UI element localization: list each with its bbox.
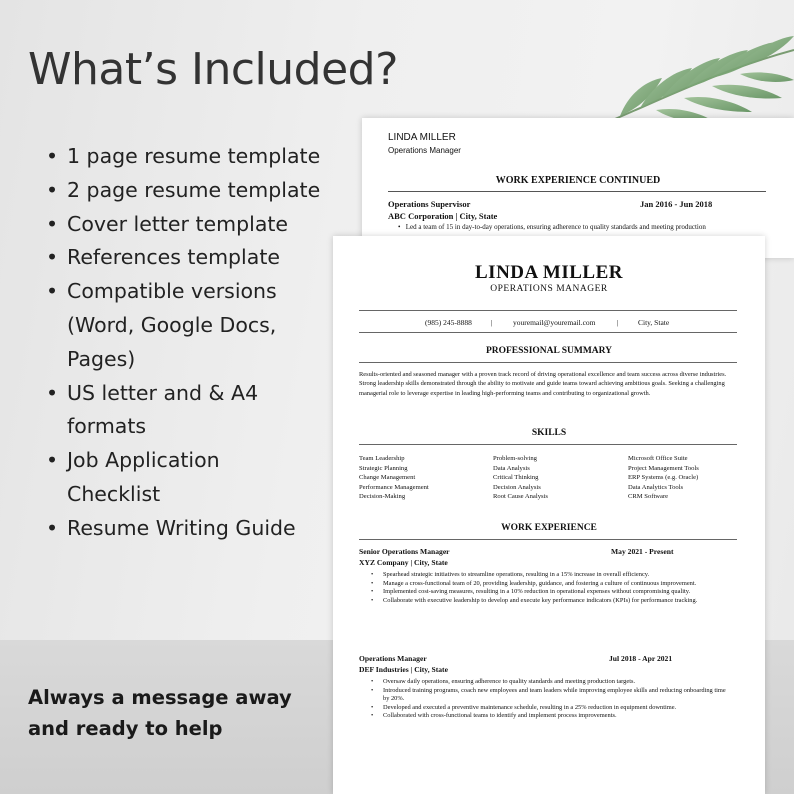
included-item: • 1 page resume template	[46, 140, 320, 174]
skill-item: CRM Software	[628, 493, 669, 501]
job-bullet: • Collaborated with cross-functional teams to identify and implement process improvements.	[359, 712, 739, 721]
job-dates: May 2021 - Present	[611, 547, 674, 556]
skill-item: Decision-Making	[359, 493, 406, 501]
resume-name: LINDA MILLER	[388, 132, 456, 143]
contact-separator: |	[617, 318, 619, 327]
skill-item: Problem-solving	[493, 455, 537, 462]
section-divider	[359, 362, 737, 363]
contact-phone: (985) 245-8888	[425, 318, 472, 327]
bullet-marker: •	[46, 144, 59, 168]
bullet-marker: •	[46, 177, 59, 202]
palm-leaf-icon	[600, 30, 794, 130]
bullet-marker: •	[46, 448, 59, 473]
job-dates: Jan 2016 - Jun 2018	[640, 199, 713, 209]
skill-item: Team Leadership	[359, 455, 405, 462]
experience-heading: WORK EXPERIENCE	[501, 523, 597, 533]
skill-item: Critical Thinking	[493, 474, 539, 482]
included-items-list	[46, 140, 320, 546]
resume-title: OPERATIONS MANAGER	[490, 284, 608, 294]
bullet-marker: •	[46, 245, 59, 270]
contact-email: youremail@youremail.com	[513, 318, 596, 327]
skill-item: Decision Analysis	[493, 483, 541, 491]
skill-item: Change Management	[359, 474, 416, 482]
resume-title: Operations Manager	[388, 146, 461, 155]
job-bullet: • Implemented cost-saving measures, resulting in a 10% reduction in operational expenses without compromising quality.	[359, 588, 739, 597]
skill-item: Microsoft Office Suite	[628, 455, 688, 462]
job-bullet: • Introduced training programs, coach new employees and team leaders while improving employee skills and reducing onboarding time by 20%.	[359, 687, 739, 704]
job-company: ABC Corporation | City, State	[388, 211, 498, 221]
job-dates: Jul 2018 - Apr 2021	[609, 654, 673, 663]
skills-column	[359, 454, 429, 502]
job-title: Operations Supervisor	[388, 199, 471, 209]
included-item: • 2 page resume template	[46, 174, 320, 208]
section-divider	[359, 444, 737, 445]
section-divider	[359, 539, 737, 540]
skill-item: Data Analytics Tools	[628, 483, 684, 491]
bullet-marker: •	[46, 279, 59, 304]
included-item: • Cover letter template	[46, 208, 320, 242]
section-divider	[388, 191, 766, 192]
contact-divider-bottom	[359, 332, 737, 333]
skill-item: Project Management Tools	[628, 464, 699, 472]
job-title: Senior Operations Manager	[359, 547, 450, 556]
summary-heading: PROFESSIONAL SUMMARY	[485, 346, 613, 356]
contact-location: City, State	[638, 318, 670, 327]
contact-divider-top	[359, 310, 737, 311]
job-bullet: • Manage a cross-functional team of 20, providing leadership, guidance, and fostering a culture of continuous improvement.	[359, 580, 739, 589]
page-headline: What’s Included?	[28, 44, 398, 95]
job-bullet: • Oversaw daily operations, ensuring adherence to quality standards and meeting production targets.	[359, 678, 739, 687]
support-tagline: Always a message away and ready to help	[28, 686, 292, 740]
section-heading: WORK EXPERIENCE CONTINUED	[495, 175, 661, 186]
skill-item: Performance Management	[359, 483, 429, 491]
job-bullet-list	[359, 678, 739, 721]
skills-column	[628, 454, 699, 502]
included-item: • Job Application Checklist	[46, 444, 320, 512]
resume-name: LINDA MILLER	[475, 262, 623, 283]
skills-heading: SKILLS	[531, 428, 567, 438]
skill-item: Root Cause Analysis	[493, 493, 548, 501]
bullet-marker: •	[46, 515, 59, 540]
included-item: • Compatible versions (Word, Google Docs, Pages)	[46, 275, 320, 376]
job-bullet: • Collaborate with executive leadership to develop and execute key performance indicators (KPIs) for performance tracking.	[359, 597, 739, 606]
skill-item: ERP Systems (e.g. Oracle)	[628, 474, 699, 482]
job-bullet: • Developed and executed a preventive maintenance schedule, resulting in a 25% reduction in equipment downtime.	[359, 704, 739, 713]
skills-column	[493, 454, 548, 502]
included-item: • US letter and & A4 formats	[46, 377, 320, 445]
job-company: XYZ Company | City, State	[359, 558, 448, 567]
contact-separator: |	[491, 318, 493, 327]
skill-item: Strategic Planning	[359, 464, 408, 472]
included-item: • References template	[46, 241, 320, 275]
skill-item: Data Analysis	[493, 464, 530, 472]
bullet-marker: •	[46, 211, 59, 236]
job-bullet-list	[359, 571, 739, 605]
resume-page-one	[333, 236, 765, 794]
bullet-marker: •	[46, 380, 59, 405]
summary-text: Results-oriented and seasoned manager with a proven track record of driving operational excellence and team success across diverse industries. Strong leadership skills demonstrated through the ability to motivate and guide teams toward achieving ambitious goals. Seeking a challenging managerial role to leverage expertise in leading high-performing teams and contributing to organizational growth.	[359, 371, 727, 397]
job-bullet: • Led a team of 15 in day-to-day operations, ensuring adherence to quality standards and meeting production	[398, 223, 706, 231]
job-bullet: • Spearhead strategic initiatives to streamline operations, resulting in a 15% increase in overall efficiency.	[359, 571, 739, 580]
job-title: Operations Manager	[359, 654, 427, 663]
included-item: • Resume Writing Guide	[46, 512, 320, 546]
job-company: DEF Industries | City, State	[359, 665, 448, 674]
